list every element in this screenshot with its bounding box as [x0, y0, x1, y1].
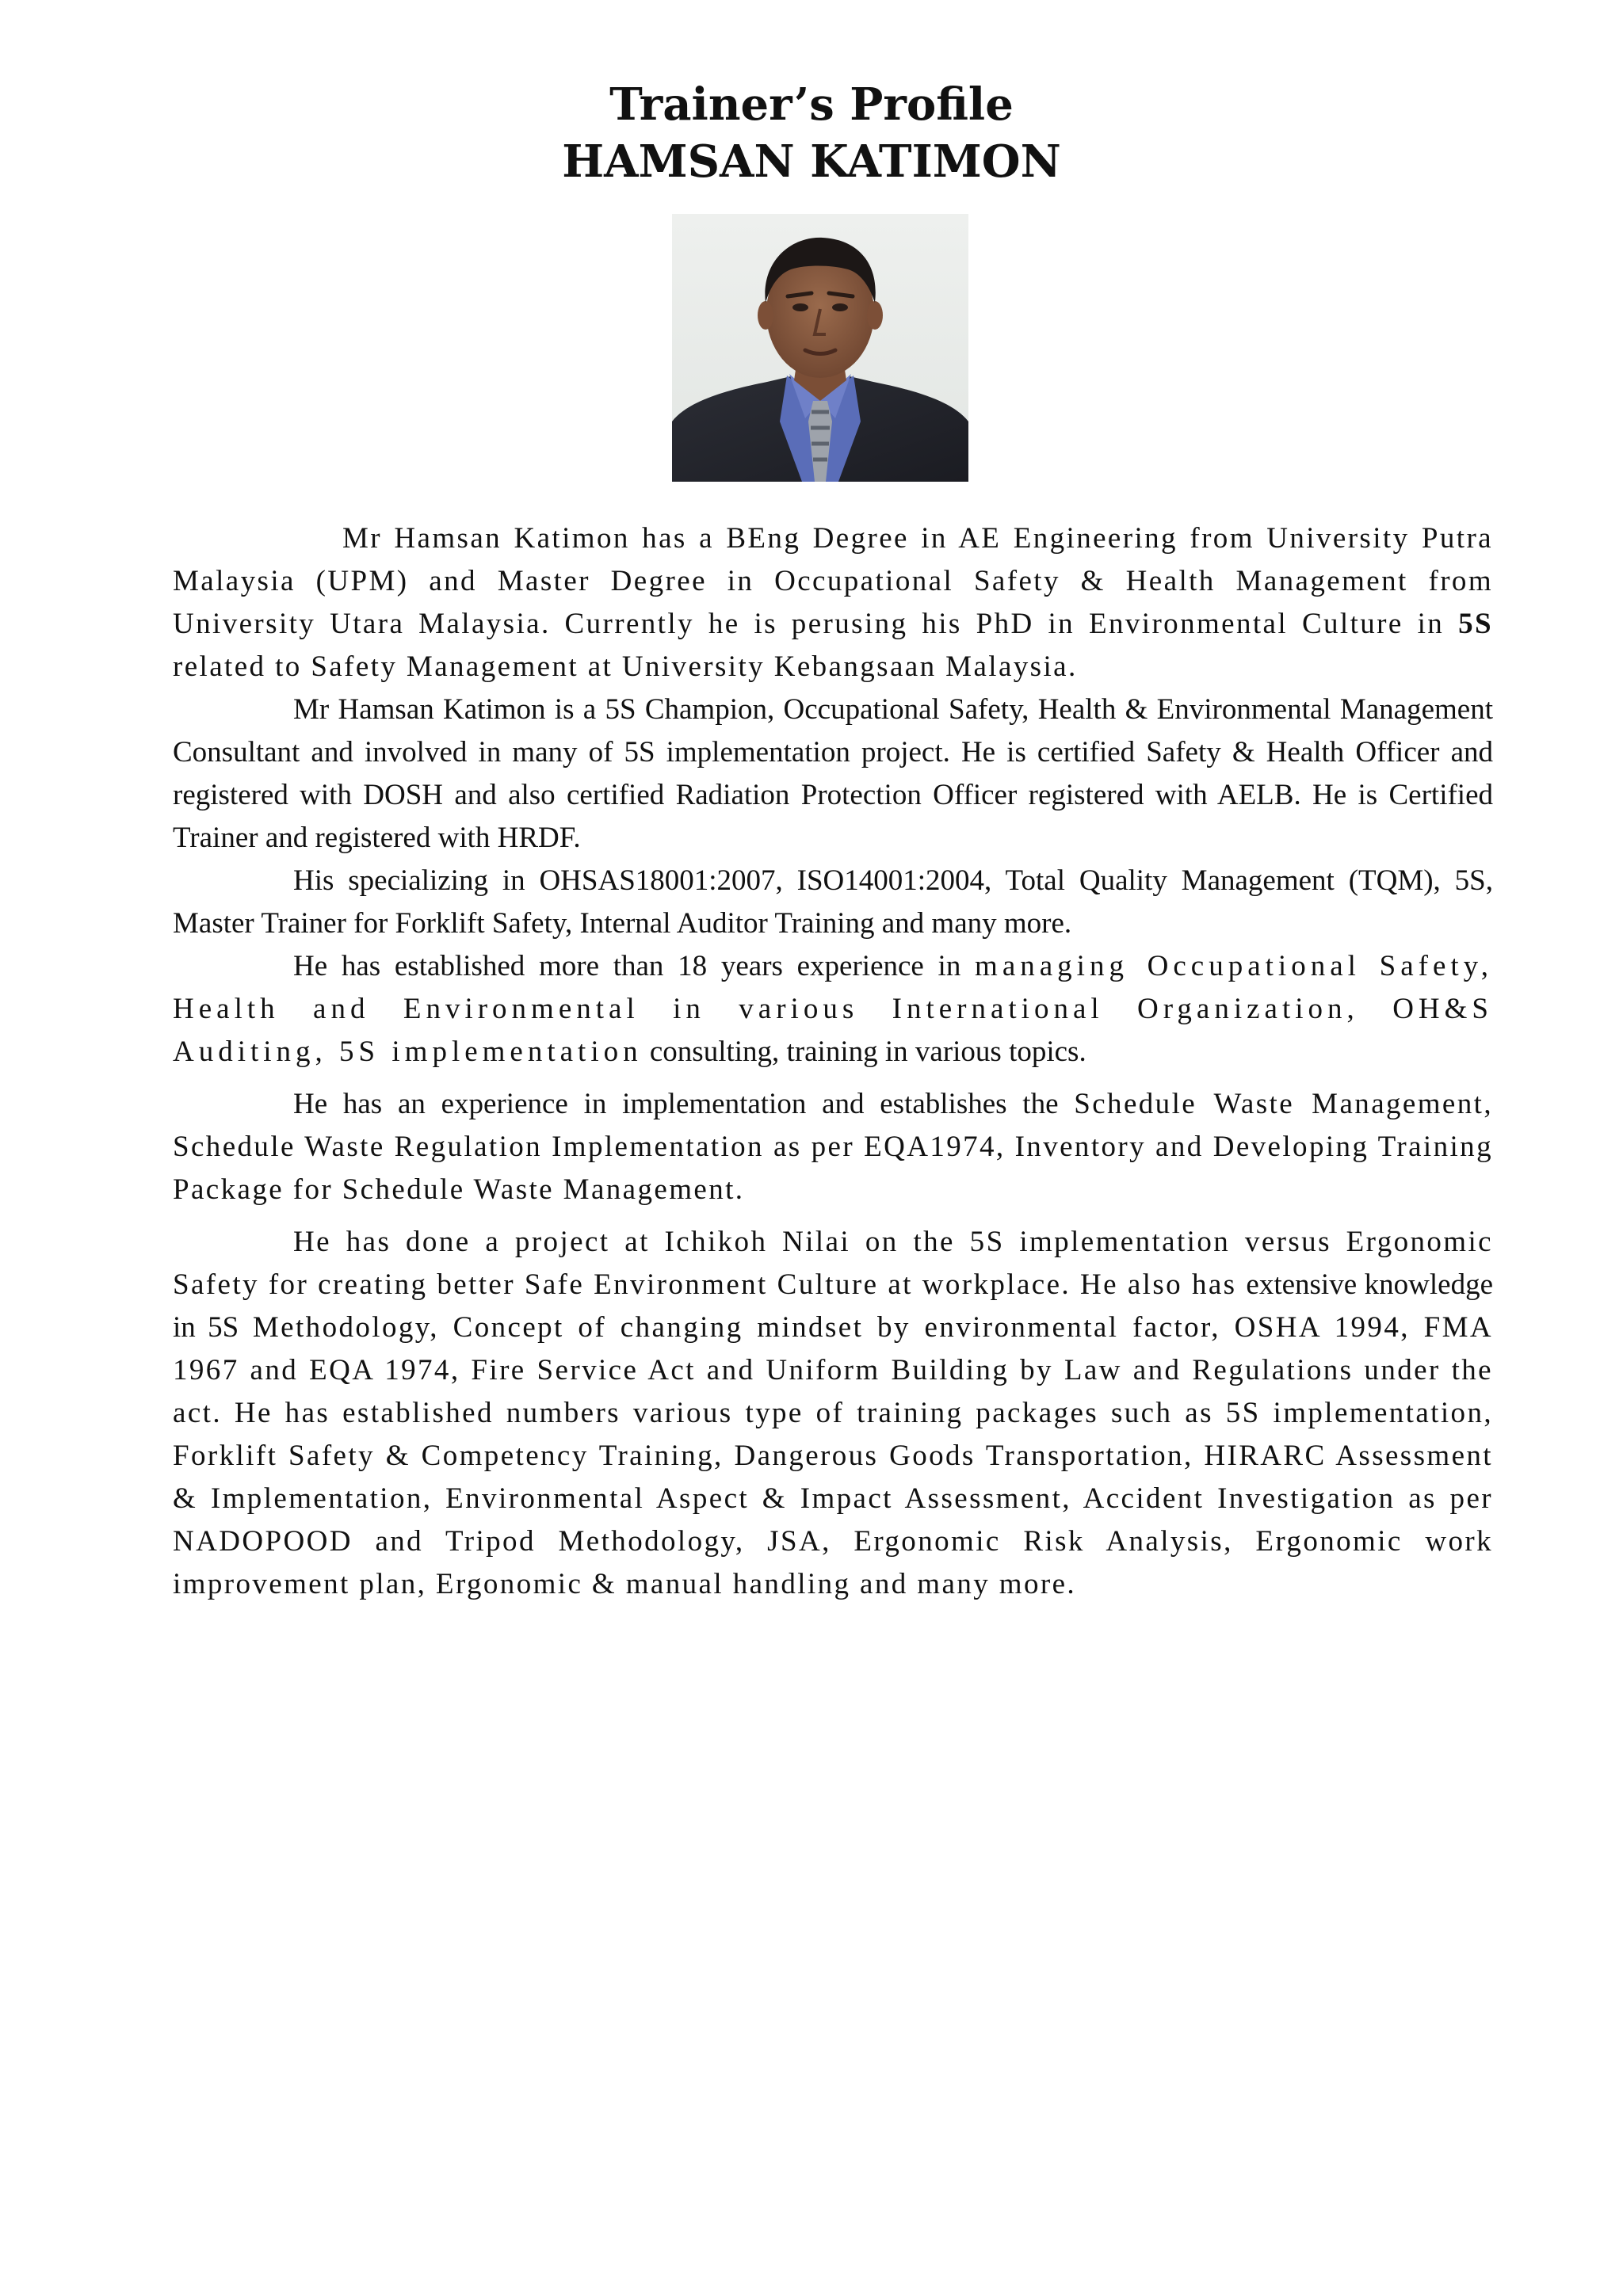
paragraph-waste-management: [173, 1083, 1493, 1211]
paragraph-text-spaced: managing Occupational Safety, Health and Environmental in various International Organization, OH&S Auditing, 5S implementation: [173, 950, 1493, 1068]
paragraph-certifications: [173, 688, 1493, 860]
emphasis-5s: 5S: [1458, 608, 1493, 640]
paragraph-text: He has done a project at Ichikoh Nilai on the 5S implementation versus Ergonomic Safety for creating better Safe Environment Culture at workplace. He also has: [173, 1226, 1493, 1301]
paragraph-text: His specializing in OHSAS18001:2007, ISO14001:2004, Total Quality Management (TQM), 5S, Master Trainer for Forklift Safety, Internal Auditor Training and many more.: [173, 864, 1493, 940]
paragraph-text: Methodology, Concept of changing mindset by environmental factor, OSHA 1994, FMA 1967 and EQA 1974, Fire Service Act and Uniform Building by Law and Regulations under the act. He has established numbers various type of training packages such as 5S implementation, Forklift Safety & Competency Training, Dangerous Goods Transportation, HIRARC Assessment & Implementation, Environmental Aspect & Impact Assessment, Accident Investigation as per NADOPOOD and Tripod Methodology, JSA, Ergonomic Risk Analysis, Ergonomic work improvement plan, Ergonomic & manual handling and many more.: [173, 1311, 1493, 1600]
profile-body: [173, 517, 1493, 1606]
document-title: Trainer’s Profile: [609, 78, 1014, 131]
portrait-photo: [672, 214, 968, 482]
paragraph-text: He has established more than 18 years experience in: [293, 950, 976, 982]
paragraph-text-spaced: Schedule Waste Management, Schedule Waste Regulation Implementation as per EQA1974, Inventory and Developing Training Package for Schedule Waste Management.: [173, 1088, 1493, 1206]
paragraph-experience: [173, 945, 1493, 1074]
paragraph-text: Mr Hamsan Katimon has a BEng Degree in AE Engineering from University Putra Malaysia (UPM) and Master Degree in Occupational Safety & Health Management from University Utara Malaysia. Currently he is perusing his PhD in Environmental Culture in: [173, 522, 1493, 640]
paragraph-projects: [173, 1221, 1493, 1606]
paragraph-education: [173, 517, 1493, 688]
paragraph-text: consulting, training in various topics.: [642, 1035, 1086, 1068]
paragraph-text: related to Safety Management at University Kebangsaan Malaysia.: [173, 650, 1078, 683]
paragraph-text: Mr Hamsan Katimon is a 5S Champion, Occupational Safety, Health & Environmental Management Consultant and involved in many of 5S implementation project. He is certified Safety & Health Officer and registered with DOSH and also certified Radiation Protection Officer registered with AELB. He is Certified Trainer and registered with HRDF.: [173, 693, 1493, 854]
paragraph-text: extensive knowledge in 5S: [173, 1268, 1493, 1344]
paragraph-text: He has an experience in implementation and establishes the: [293, 1088, 1075, 1120]
trainer-name: HAMSAN KATIMON: [562, 135, 1061, 188]
paragraph-specialization: [173, 860, 1493, 945]
